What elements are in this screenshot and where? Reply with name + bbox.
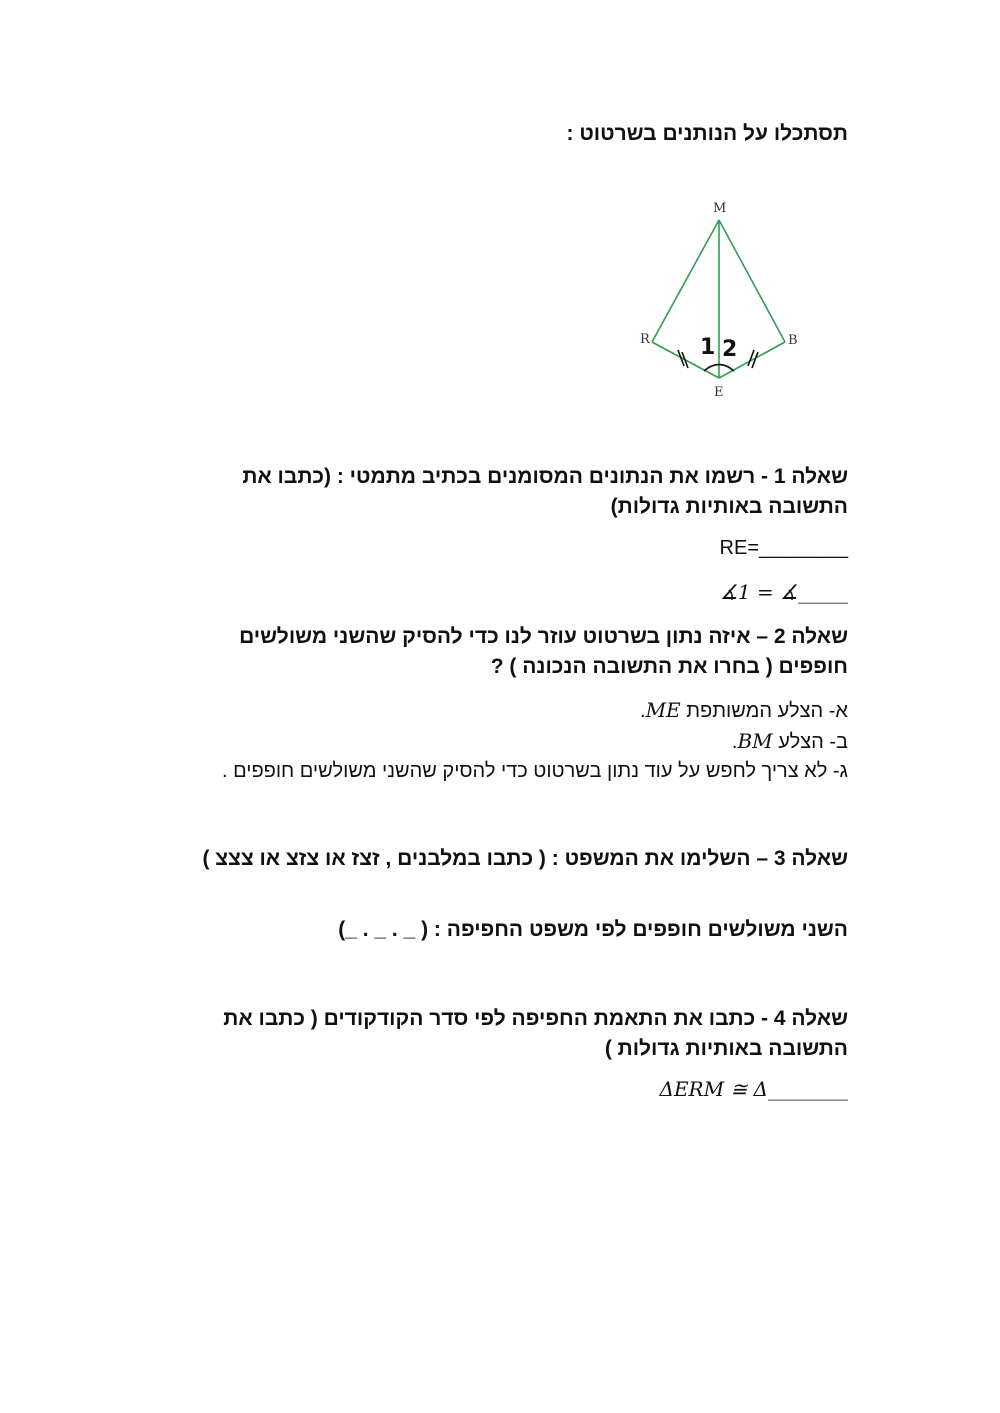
angle-label-1: 1 [700, 335, 716, 360]
q1-answer-angle[interactable]: ∡1 = ∡_____ [719, 580, 848, 604]
q4-answer[interactable]: ΔERM ≅ Δ________ [659, 1077, 848, 1101]
q3-title: שאלה 3 – השלימו את המשפט : ( כתבו במלבנים , זצז או צזצ או צצצ ) [202, 847, 848, 870]
angle-label-2: 2 [722, 337, 738, 362]
vertex-label-M: M [713, 201, 727, 216]
side-MR [652, 220, 719, 342]
option-text: ג- לא צריך לחפש על עוד נתון בשרטוט כדי להסיק שהשני משולשים חופפים . [221, 760, 848, 782]
side-MB [719, 220, 785, 342]
vertex-label-B: B [788, 333, 798, 348]
q2-option-a[interactable] [148, 698, 848, 723]
option-segment: ME [645, 698, 681, 722]
q2-option-c[interactable] [128, 760, 848, 783]
q1-answer-RE[interactable]: RE=________ [719, 537, 848, 559]
option-text: ב- הצלע [772, 731, 848, 753]
option-suffix: . [731, 731, 738, 753]
option-suffix: . [640, 700, 646, 722]
vertex-label-E: E [714, 385, 724, 400]
kite-diagram [620, 190, 820, 410]
page-heading: תסתכלו על הנותנים בשרטוט : [566, 122, 848, 145]
option-segment: BM [737, 729, 773, 753]
q1-title: שאלה 1 - רשמו את הנתונים המסומנים בכתיב מתמטי : (כתבו את התשובה באותיות גדולות) [242, 465, 848, 518]
option-text: א- הצלע המשותפת [680, 700, 848, 722]
q3-sentence[interactable]: השני משולשים חופפים לפי משפט החפיפה : ( _ . _ . _) [338, 918, 848, 941]
q2-title: שאלה 2 – איזה נתון בשרטוט עוזר לנו כדי להסיק שהשני משולשים חופפים ( בחרו את התשובה הנכונה ) ? [239, 625, 848, 678]
q4-title: שאלה 4 - כתבו את התאמת החפיפה לפי סדר הקודקודים ( כתבו את התשובה באותיות גדולות ) [223, 1007, 848, 1060]
vertex-label-R: R [640, 332, 650, 347]
q2-option-b[interactable] [148, 729, 848, 754]
